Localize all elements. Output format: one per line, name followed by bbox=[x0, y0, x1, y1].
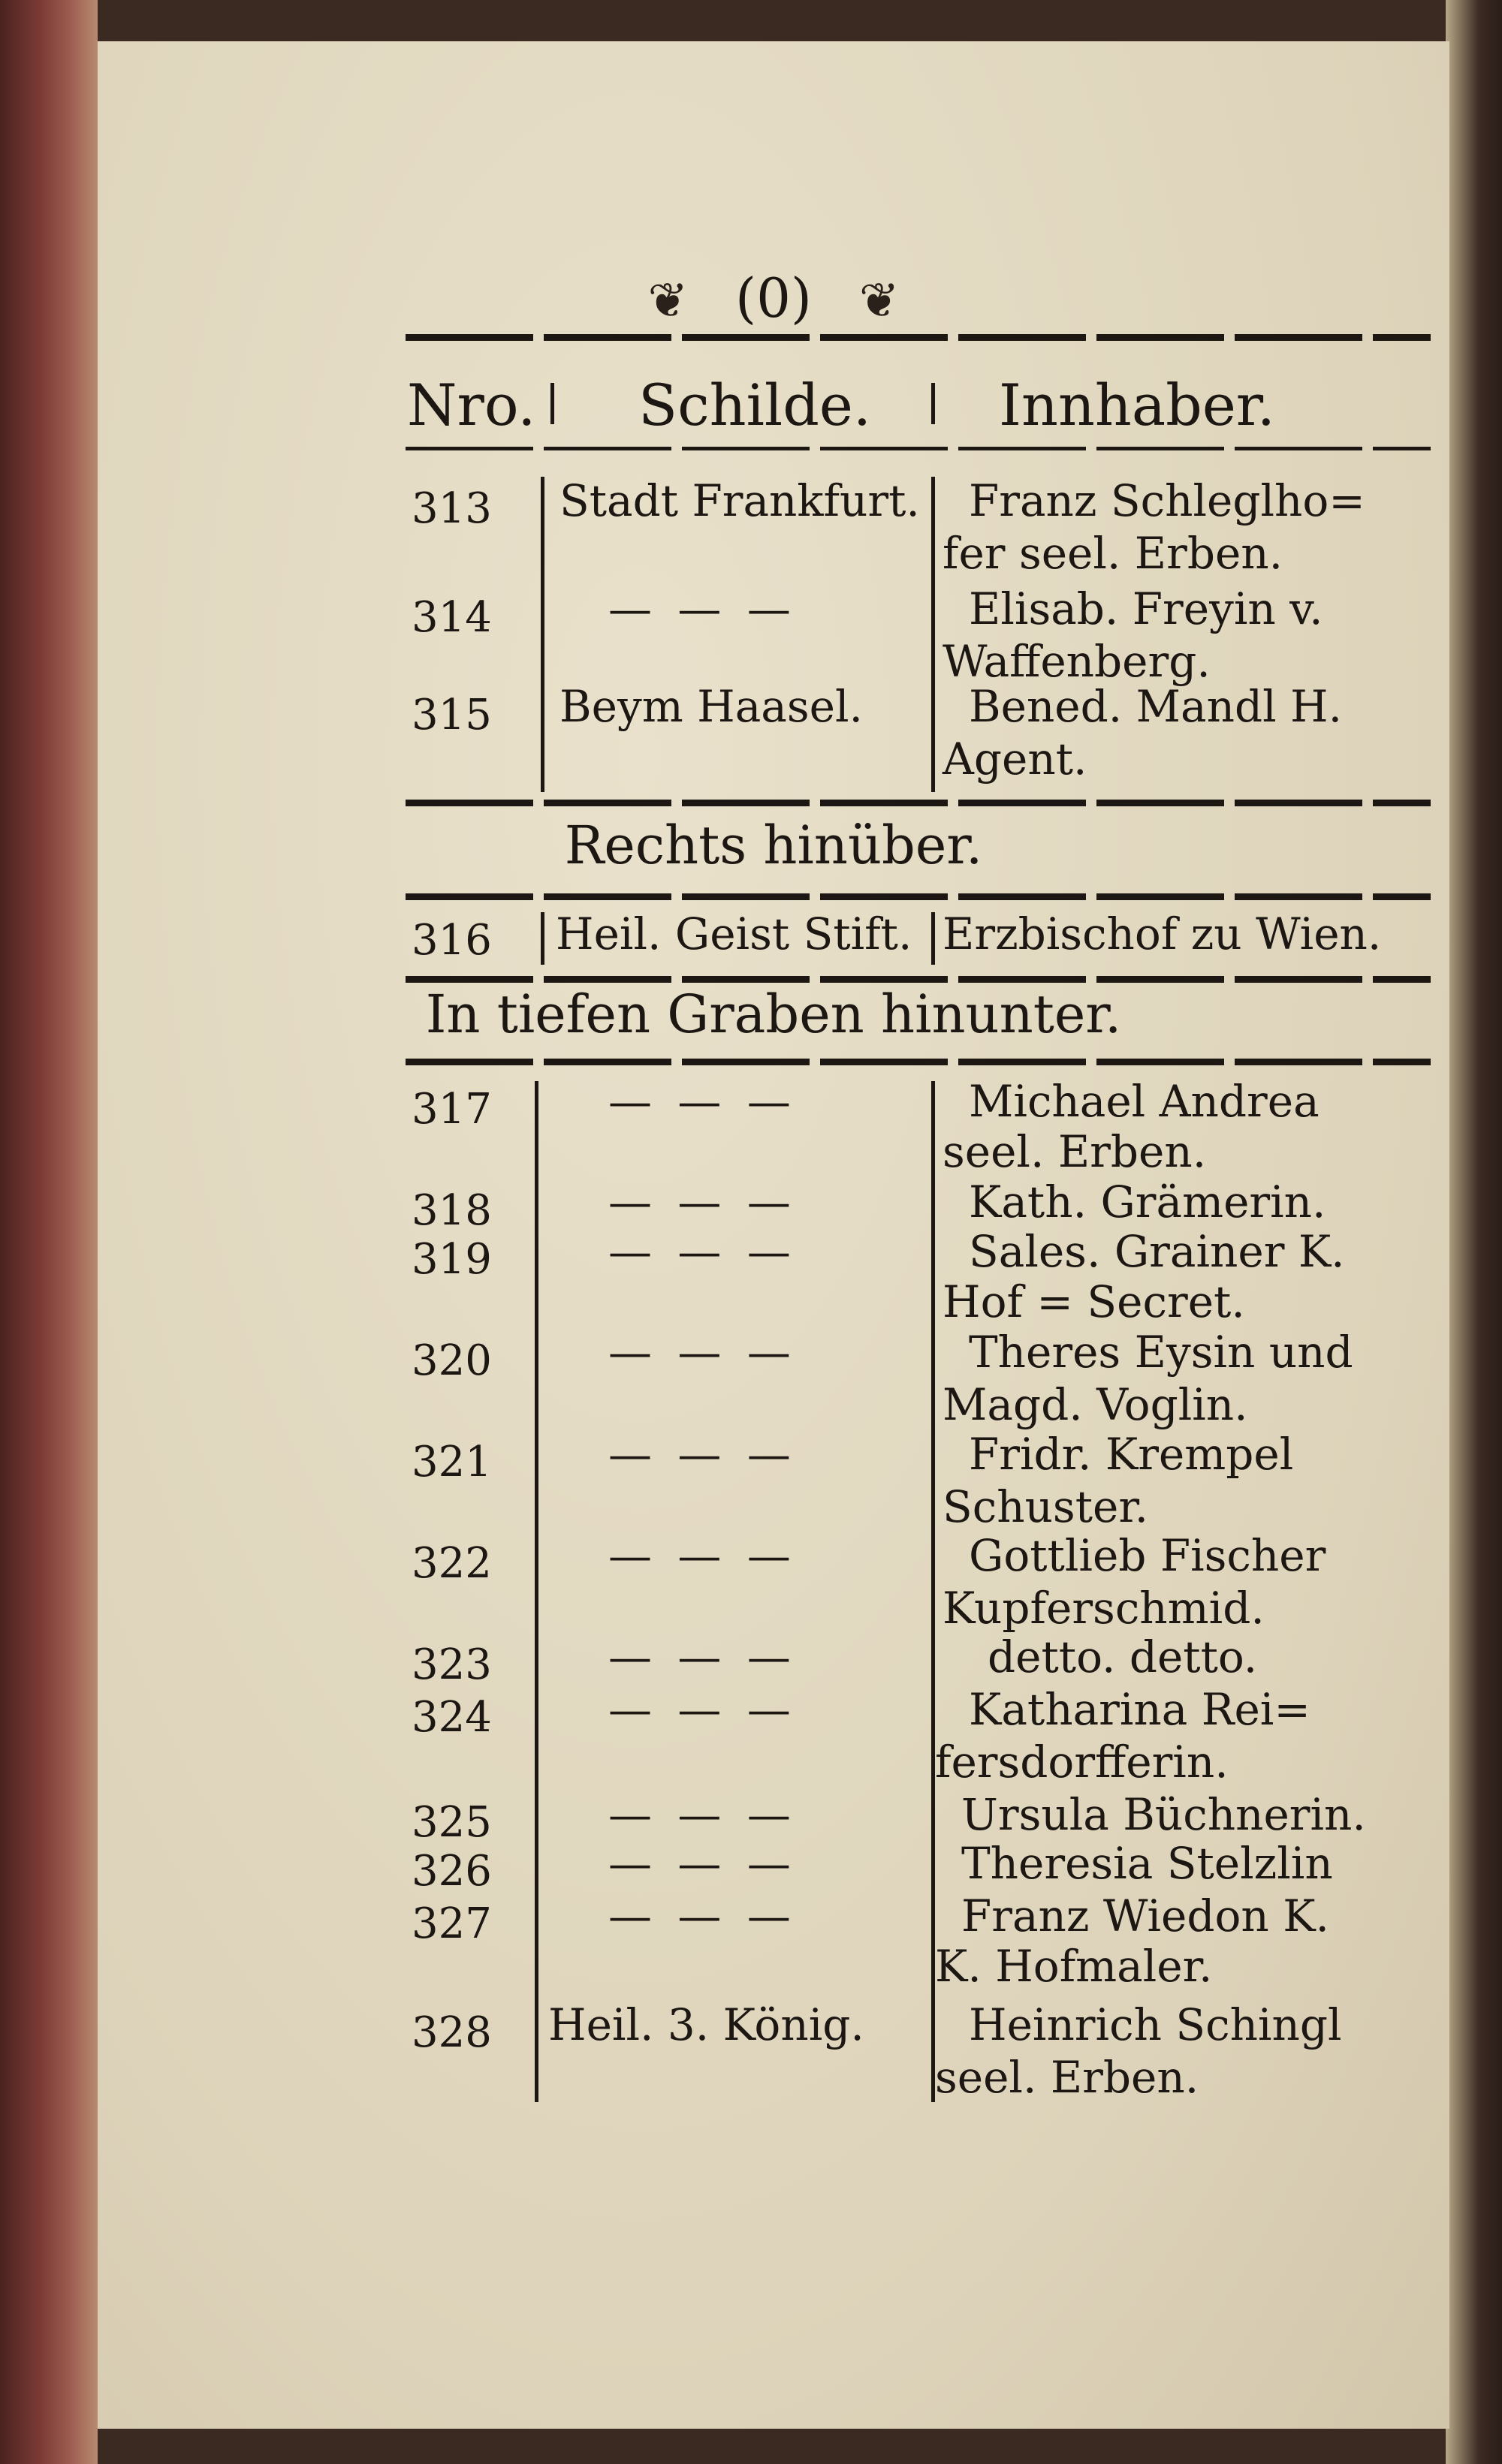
owner-line: Theres Eysin und bbox=[969, 1327, 1353, 1378]
ditto-dashes: — — — bbox=[608, 1327, 797, 1378]
owner-line: Fridr. Krempel bbox=[969, 1429, 1294, 1480]
ditto-dashes: — — — bbox=[608, 1530, 797, 1581]
row-number: 314 bbox=[412, 593, 492, 642]
row-number: 323 bbox=[412, 1640, 492, 1689]
owner-line: K. Hofmaler. bbox=[935, 1941, 1213, 1992]
owner-line: Franz Schleglho= bbox=[969, 475, 1365, 526]
owner-line: seel. Erben. bbox=[943, 1126, 1207, 1177]
owner-line: Waffenberg. bbox=[943, 636, 1211, 687]
ditto-dashes: — — — bbox=[608, 1429, 797, 1480]
row-number: 316 bbox=[412, 916, 492, 965]
rule-under-header bbox=[406, 447, 1431, 450]
section-heading: In tiefen Graben hinunter. bbox=[425, 983, 1122, 1045]
owner-line: Erzbischof zu Wien. bbox=[943, 908, 1382, 959]
owner-line: Magd. Voglin. bbox=[943, 1379, 1248, 1430]
column-header-nro: Nro. bbox=[407, 372, 536, 438]
book-page bbox=[98, 41, 1449, 2429]
ditto-dashes: — — — bbox=[608, 1631, 797, 1682]
row-number: 325 bbox=[412, 1798, 492, 1847]
row-number: 328 bbox=[412, 2008, 492, 2057]
ditto-dashes: — — — bbox=[608, 1226, 797, 1277]
ditto-dashes: — — — bbox=[608, 1838, 797, 1889]
owner-line: Gottlieb Fischer bbox=[969, 1530, 1326, 1581]
sign-name: Stadt Frankfurt. bbox=[559, 475, 920, 526]
owner-line: Theresia Stelzlin bbox=[961, 1838, 1333, 1889]
header-divider-2 bbox=[931, 383, 935, 424]
row-number: 320 bbox=[412, 1336, 492, 1385]
ditto-dashes: — — — bbox=[608, 1789, 797, 1840]
owner-line: Katharina Rei= bbox=[969, 1684, 1310, 1735]
row-number: 317 bbox=[412, 1085, 492, 1134]
sign-name: Heil. Geist Stift. bbox=[556, 908, 912, 959]
block2-divider-2 bbox=[931, 912, 935, 965]
row-number: 326 bbox=[412, 1847, 492, 1896]
column-header-schilde: Schilde. bbox=[638, 372, 871, 438]
owner-line: Elisab. Freyin v. bbox=[969, 583, 1323, 634]
page-number: (0) bbox=[735, 267, 812, 330]
owner-line: Ursula Büchnerin. bbox=[961, 1789, 1366, 1840]
column-header-innhaber: Innhaber. bbox=[999, 372, 1275, 438]
owner-line: seel. Erben. bbox=[935, 2052, 1199, 2103]
owner-line: fersdorfferin. bbox=[935, 1737, 1229, 1788]
owner-line: Schuster. bbox=[943, 1481, 1149, 1532]
owner-line: Franz Wiedon K. bbox=[961, 1890, 1329, 1941]
owner-line: Kupferschmid. bbox=[943, 1583, 1265, 1634]
page-header bbox=[98, 267, 1449, 330]
block2-divider-1 bbox=[541, 912, 544, 965]
owner-line: Michael Andrea bbox=[969, 1076, 1320, 1127]
sign-name: Beym Haasel. bbox=[559, 681, 863, 732]
owner-line: Sales. Grainer K. bbox=[969, 1226, 1345, 1277]
row-number: 327 bbox=[412, 1899, 492, 1948]
ditto-dashes: — — — bbox=[608, 583, 797, 634]
block3-divider-1 bbox=[535, 1081, 538, 2102]
row-number: 318 bbox=[412, 1186, 492, 1235]
owner-line: fer seel. Erben. bbox=[943, 528, 1283, 579]
row-number: 313 bbox=[412, 484, 492, 533]
rule-after-section2 bbox=[406, 1059, 1431, 1065]
row-number: 319 bbox=[412, 1235, 492, 1284]
book-edge-left bbox=[0, 0, 98, 2464]
block1-divider-2 bbox=[931, 477, 935, 792]
book-edge-right bbox=[1446, 0, 1502, 2464]
owner-line: detto. detto. bbox=[988, 1631, 1258, 1682]
owner-line: Hof = Secret. bbox=[943, 1276, 1245, 1327]
ditto-dashes: — — — bbox=[608, 1890, 797, 1941]
row-number: 322 bbox=[412, 1539, 492, 1588]
header-divider-1 bbox=[550, 383, 554, 424]
fleuron-right-icon: ❦ bbox=[858, 273, 900, 329]
owner-line: Agent. bbox=[943, 733, 1087, 785]
ditto-dashes: — — — bbox=[608, 1684, 797, 1735]
row-number: 321 bbox=[412, 1438, 492, 1487]
owner-line: Kath. Grämerin. bbox=[969, 1176, 1326, 1227]
row-number: 324 bbox=[412, 1693, 492, 1742]
block1-divider-1 bbox=[541, 477, 544, 792]
owner-line: Heinrich Schingl bbox=[969, 1999, 1342, 2050]
row-number: 315 bbox=[412, 691, 492, 740]
rule-after-section1 bbox=[406, 893, 1431, 900]
owner-line: Bened. Mandl H. bbox=[969, 681, 1343, 732]
ditto-dashes: — — — bbox=[608, 1176, 797, 1227]
section-heading: Rechts hinüber. bbox=[564, 815, 983, 876]
rule-before-section1 bbox=[406, 800, 1431, 806]
rule-top bbox=[406, 334, 1431, 341]
fleuron-left-icon: ❦ bbox=[647, 273, 689, 329]
rule-before-section2 bbox=[406, 976, 1431, 983]
ditto-dashes: — — — bbox=[608, 1076, 797, 1127]
sign-name: Heil. 3. König. bbox=[548, 1999, 864, 2050]
